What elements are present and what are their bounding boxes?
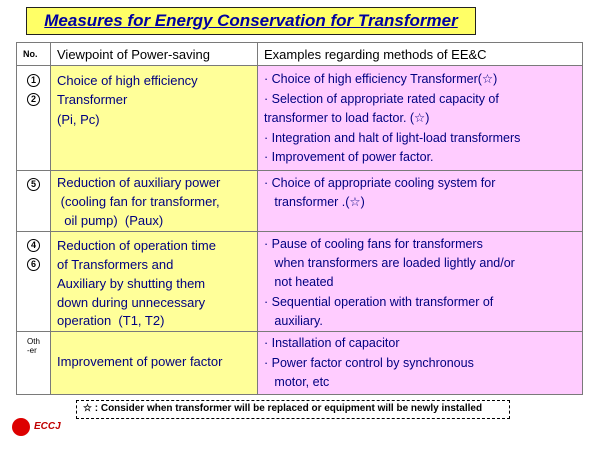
row2-example-1: · Choice of appropriate cooling system for (264, 176, 496, 190)
row1-example-4: · Integration and halt of light-load transformers (264, 131, 521, 145)
row1-viewpoint-line-1: Choice of high efficiency (57, 73, 198, 88)
row4-viewpoint-cell (50, 331, 258, 395)
row3-example-2: when transformers are loaded lightly and/or (264, 256, 515, 270)
row2-viewpoint-line-2: (cooling fan for transformer, (57, 194, 220, 209)
row2-examples-cell (257, 170, 583, 232)
row3-example-5: auxiliary. (264, 314, 323, 328)
row4-other-label: Oth -er (27, 337, 40, 355)
eccj-logo-icon (12, 418, 30, 436)
row1-number-2: 2 (27, 93, 40, 106)
header-no: No. (23, 49, 38, 59)
row1-number-1: 1 (27, 74, 40, 87)
row3-no-cell (16, 231, 51, 332)
header-viewpoint: Viewpoint of Power-saving (57, 47, 210, 62)
row1-example-1: · Choice of high efficiency Transformer(☆) (264, 72, 498, 86)
row2-viewpoint-line-1: Reduction of auxiliary power (57, 175, 221, 190)
row3-viewpoint-line-4: down during unnecessary (57, 295, 206, 310)
row3-viewpoint-line-3: Auxiliary by shutting them (57, 276, 206, 291)
row3-example-4: · Sequential operation with transformer of (264, 295, 494, 309)
row1-viewpoint-cell (50, 65, 258, 171)
row4-no-cell (16, 331, 51, 395)
footnote-text: ☆ : Consider when transformer will be replaced or equipment will be newly installed (83, 403, 483, 414)
header-viewpoint-cell (50, 42, 258, 66)
row3-example-1: · Pause of cooling fans for transformers (264, 237, 483, 251)
row3-examples-cell (257, 231, 583, 332)
row1-example-2: · Selection of appropriate rated capacity of (264, 92, 499, 106)
row1-viewpoint-line-3: (Pi, Pc) (57, 112, 100, 127)
row3-viewpoint-line-2: of Transformers and (57, 257, 174, 272)
row1-example-3: transformer to load factor. (☆) (264, 111, 430, 125)
header-examples-cell (257, 42, 583, 66)
row3-viewpoint-cell (50, 231, 258, 332)
row1-examples-cell (257, 65, 583, 171)
header-no-cell (16, 42, 51, 66)
row2-viewpoint-line-3: oil pump) (Paux) (57, 213, 164, 228)
footnote-box (76, 400, 510, 419)
row4-examples-cell (257, 331, 583, 395)
row3-number-4: 4 (27, 239, 40, 252)
title-box (26, 7, 476, 35)
row3-example-3: not heated (264, 275, 334, 289)
row1-viewpoint-line-2: Transformer (57, 92, 128, 107)
page-title: Measures for Energy Conservation for Transformer (44, 11, 458, 30)
row3-viewpoint-line-5: operation (T1, T2) (57, 313, 165, 328)
row2-number-5: 5 (27, 178, 40, 191)
row4-example-2: · Power factor control by synchronous (264, 356, 474, 370)
row3-viewpoint-line-1: Reduction of operation time (57, 238, 216, 253)
eccj-logo-text: ECCJ (34, 421, 61, 432)
row2-example-2: transformer .(☆) (264, 195, 365, 209)
row2-no-cell (16, 170, 51, 232)
row2-viewpoint-cell (50, 170, 258, 232)
row1-no-cell (16, 65, 51, 171)
row4-example-1: · Installation of capacitor (264, 336, 400, 350)
header-examples: Examples regarding methods of EE&C (264, 47, 487, 62)
row4-example-3: motor, etc (264, 375, 330, 389)
row4-viewpoint-line-1: Improvement of power factor (57, 354, 223, 369)
row1-example-5: · Improvement of power factor. (264, 150, 434, 164)
row3-number-6: 6 (27, 258, 40, 271)
